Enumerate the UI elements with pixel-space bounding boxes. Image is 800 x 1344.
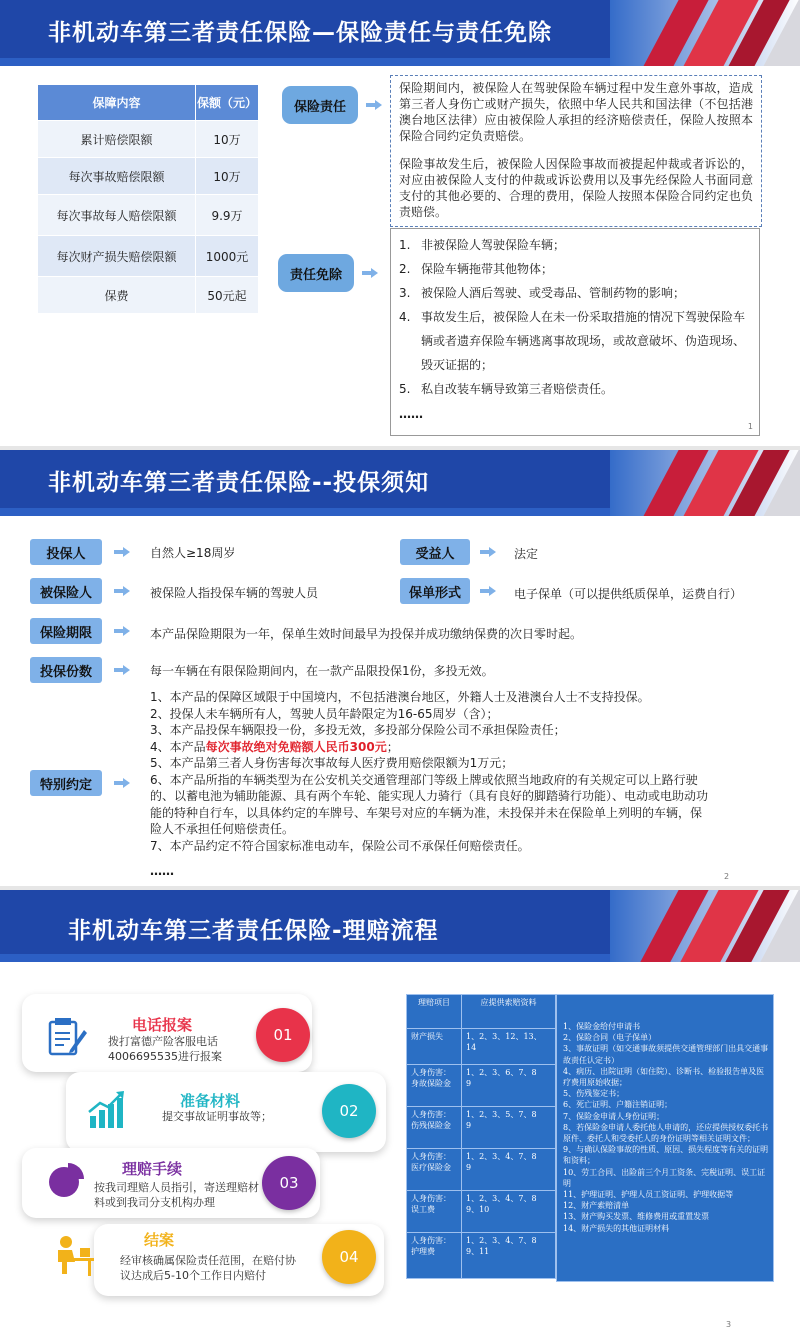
- step-number: 01: [256, 1008, 310, 1062]
- table-cell: 50元起: [196, 277, 259, 314]
- list-item: [391, 281, 759, 305]
- list-item: 12、财产索赔清单: [563, 1201, 630, 1211]
- applicant-value: 自然人≥18周岁: [150, 546, 236, 560]
- table-row: [38, 277, 259, 314]
- label-applicant: 投保人: [30, 539, 102, 565]
- exclusion-list: [390, 228, 760, 436]
- list-number: 4.: [399, 310, 411, 324]
- label-policy-form: 保单形式: [400, 578, 470, 604]
- page-title: 非机动车第三者责任保险--投保须知: [48, 470, 430, 496]
- list-item: 6、死亡证明、户籍注销证明；: [563, 1100, 673, 1110]
- claim-documents-list: [556, 994, 774, 1282]
- arrow-right-icon: [114, 547, 130, 557]
- table-row: [38, 195, 259, 236]
- deductible-highlight: 每次事故绝对免赔额人民币300元: [205, 739, 387, 754]
- page-number: 3: [726, 1320, 732, 1329]
- list-item: 2、投保人未车辆所有人，驾驶人员年龄限定为16-65周岁（含）；: [150, 706, 499, 721]
- coverage-table: [37, 84, 259, 314]
- list-number: 5.: [399, 382, 411, 396]
- liability-label: 保险责任: [282, 86, 358, 124]
- table-row: [38, 236, 259, 277]
- label-insurance-period: 保险期限: [30, 618, 102, 644]
- list-item: 7、本产品约定不符合国家标准电动车，保险公司不承保任何赔偿责任。: [150, 838, 530, 853]
- liability-text-box: [390, 75, 762, 227]
- document-pen-icon: [48, 1018, 88, 1056]
- table-cell: 人身伤害：伤残保险金: [407, 1107, 462, 1149]
- list-text: 事故发生后，被保险人在未一份采取措施的情况下驾驶保险车辆或者遗弃保险车辆逃离事故现场，或故意破坏、伪造现场、毁灭证据的；: [421, 310, 746, 372]
- step-number: 03: [262, 1156, 316, 1210]
- table-header-row: [38, 85, 259, 121]
- person-desk-icon: [52, 1234, 96, 1278]
- table-cell: 10万: [196, 158, 259, 195]
- table-cell: 每次事故每人赔偿限额: [38, 195, 196, 236]
- list-item: 9、与确认保险事故的性质、原因、损失程度等有关的证明和资料；: [563, 1145, 769, 1166]
- table-row: [407, 1233, 556, 1279]
- table-cell: 人身伤害：医疗保险金: [407, 1149, 462, 1191]
- table-cell: 人身伤害：护理费: [407, 1233, 462, 1279]
- label-special-terms: 特别约定: [30, 770, 102, 796]
- step-title: 理赔手续: [122, 1160, 183, 1178]
- step-number: 04: [322, 1230, 376, 1284]
- list-item: 3、本产品投保车辆限投一份，多投无效，多投部分保险公司不承担保险责任；: [150, 723, 566, 737]
- list-item: 1、保险金给付申请书: [563, 1022, 641, 1031]
- step-title: 准备材料: [180, 1092, 241, 1110]
- table-cell: 1、2、3、6、7、8 9: [462, 1065, 556, 1107]
- table-cell: 保费: [38, 277, 196, 314]
- policy-form-value: 电子保单（可以提供纸质保单，运费自行）: [514, 587, 743, 601]
- list-item: 1、本产品的保障区域限于中国境内，不包括港澳台地区，外籍人士及港澳台人士不支持投保。: [150, 690, 650, 704]
- table-row: [407, 1191, 556, 1233]
- table-header: 保额（元）: [196, 85, 259, 121]
- table-header: 保障内容: [38, 85, 196, 121]
- list-item: 3、事故证明（如交通事故须提供交通管理部门出具交通事故责任认定书）: [563, 1044, 769, 1065]
- label-insured: 被保险人: [30, 578, 102, 604]
- step-description: 提交事故证明事故等；: [162, 1110, 272, 1123]
- arrow-right-icon: [480, 586, 496, 596]
- table-cell: 1、2、3、4、7、8 9: [462, 1149, 556, 1191]
- list-number: 2.: [399, 262, 411, 276]
- step-description: 按我司理赔人员指引，寄送理赔材料或到我司分支机构办理: [94, 1181, 259, 1209]
- list-item: 7、保险金申请人身份证明；: [563, 1111, 665, 1121]
- arrow-right-icon: [114, 778, 130, 788]
- list-item: [391, 233, 759, 257]
- table-cell: 财产损失: [407, 1029, 462, 1065]
- list-text: 非被保险人驾驶保险车辆；: [421, 238, 566, 252]
- table-cell: 1、2、3、12、13、14: [462, 1029, 556, 1065]
- special-4-suffix: ；: [386, 739, 399, 754]
- arrow-right-icon: [114, 626, 130, 636]
- slide-1-header: [0, 0, 800, 66]
- label-beneficiary: 受益人: [400, 539, 470, 565]
- list-text: 保险车辆拖带其他物体；: [421, 262, 554, 276]
- table-cell: 9.9万: [196, 195, 259, 236]
- table-row: [407, 1065, 556, 1107]
- arrow-right-icon: [366, 100, 382, 110]
- slide-1: [0, 0, 800, 446]
- list-item: 6、本产品所指的车辆类型为在公安机关交通管理部门等级上牌或依照当地政府的有关规定可以上路行驶的、以蓄电池为辅助能源、具有两个车轮、能实现人力骑行（具有良好的脚踏骑行功能）、电动或电助动功能的特种自行车，以具体约定的车牌号、车架号对应的车辆为准，未投保并未在保险单上列明的车辆，保险人不承担任何赔偿责任。: [150, 772, 709, 836]
- insured-value: 被保险人指投保车辆的驾驶人员: [150, 586, 319, 600]
- arrow-right-icon: [480, 547, 496, 557]
- step-description: 拨打富德产险客服电话4006695535进行报案: [108, 1035, 222, 1063]
- page-title: 非机动车第三者责任保险—保险责任与责任免除: [48, 20, 552, 46]
- special-4-prefix: 4、本产品: [150, 739, 206, 754]
- list-item: 11、护理证明、护理人员工资证明、护理收据等: [563, 1190, 734, 1200]
- list-number: 1.: [399, 238, 411, 252]
- list-item: [150, 739, 710, 756]
- liability-paragraph: 保险事故发生后，被保险人因保险事故而被提起仲裁或者诉讼的，对应由被保险人支付的仲裁或诉讼费用以及事先经保险人书面同意支付的其他必要的、合理的费用，保险人按照本保险合同约定也负责赔偿。: [399, 157, 753, 219]
- list-item: [391, 257, 759, 281]
- table-row: [407, 1029, 556, 1065]
- list-item: 5、本产品第三者人身伤害每次事故每人医疗费用赔偿限额为1万元；: [150, 756, 514, 770]
- table-cell: 1000元: [196, 236, 259, 277]
- table-header: 理赔项目: [407, 995, 462, 1029]
- arrow-right-icon: [114, 665, 130, 675]
- table-cell: 10万: [196, 121, 259, 158]
- table-cell: 累计赔偿限额: [38, 121, 196, 158]
- arrow-right-icon: [114, 586, 130, 596]
- table-header-row: [407, 995, 556, 1029]
- list-text: 私自改装车辆导致第三者赔偿责任。: [421, 382, 614, 396]
- list-item: 10、劳工合同、出险前三个月工资条、完税证明、误工证明: [563, 1167, 766, 1188]
- list-item: 8、若保险金申请人委托他人申请的，还应提供授权委托书原件、委托人和受委托人的身份证明等相关证明文件；: [563, 1122, 769, 1144]
- page-number: 2: [724, 872, 730, 881]
- copies-value: 每一车辆在有限保险期间内，在一款产品限投保1份，多投无效。: [150, 664, 494, 678]
- table-cell: 1、2、3、5、7、8 9: [462, 1107, 556, 1149]
- bar-chart-icon: [86, 1090, 128, 1130]
- list-item: 4、病历、出院证明（如住院）、诊断书、检验报告单及医疗费用原始收据；: [563, 1066, 765, 1088]
- page-title: 非机动车第三者责任保险-理赔流程: [68, 918, 439, 944]
- beneficiary-value: 法定: [514, 547, 539, 561]
- step-description: 经审核确属保险责任范围，在赔付协议达成后5-10个工作日内赔付: [120, 1254, 296, 1282]
- arrow-right-icon: [362, 268, 378, 278]
- ellipsis: ……: [150, 864, 174, 878]
- table-cell: 1、2、3、4、7、8 9、10: [462, 1191, 556, 1233]
- list-item: 14、财产损失的其他证明材料: [563, 1223, 670, 1233]
- claim-materials-table: [406, 994, 556, 1279]
- ellipsis: ……: [399, 407, 423, 421]
- liability-paragraph: 保险期间内，被保险人在驾驶保险车辆过程中发生意外事故，造成第三者人身伤亡或财产损失，依照中华人民共和国法律（不包括港澳台地区法律）应由被保险人承担的经济赔偿责任，保险人按照本保险合同约定负责赔偿。: [399, 81, 753, 143]
- table-row: [407, 1107, 556, 1149]
- slide-3-header: [0, 890, 800, 962]
- list-item: 5、伤残鉴定书；: [563, 1089, 625, 1099]
- table-cell: 人身伤害：误工费: [407, 1191, 462, 1233]
- list-item: [391, 377, 759, 401]
- table-row: [38, 121, 259, 158]
- pie-chart-icon: [46, 1160, 86, 1200]
- table-row: [407, 1149, 556, 1191]
- table-row: [38, 158, 259, 195]
- table-cell: 1、2、3、4、7、8 9、11: [462, 1233, 556, 1279]
- insurance-period-value: 本产品保险期限为一年，保单生效时间最早为投保并成功缴纳保费的次日零时起。: [150, 627, 583, 641]
- step-number: 02: [322, 1084, 376, 1138]
- table-cell: 每次事故赔偿限额: [38, 158, 196, 195]
- exclusion-label: 责任免除: [278, 254, 354, 292]
- slide-2-header: [0, 450, 800, 516]
- step-title: 电话报案: [132, 1016, 193, 1034]
- step-title: 结案: [144, 1231, 175, 1249]
- list-item: [391, 305, 759, 377]
- list-number: 3.: [399, 286, 411, 300]
- list-text: 被保险人酒后驾驶、或受毒品、管制药物的影响；: [421, 286, 686, 300]
- list-item: 13、财产购买发票、维修费用或重置发票: [563, 1212, 710, 1222]
- page-number: 1: [747, 422, 753, 431]
- list-item: 2、保险合同（电子保单）: [563, 1033, 657, 1043]
- table-cell: 人身伤害：身故保险金: [407, 1065, 462, 1107]
- label-copies: 投保份数: [30, 657, 102, 683]
- table-cell: 每次财产损失赔偿限额: [38, 236, 196, 277]
- special-terms-list: [150, 689, 710, 854]
- table-header: 应提供索赔资料: [462, 995, 556, 1029]
